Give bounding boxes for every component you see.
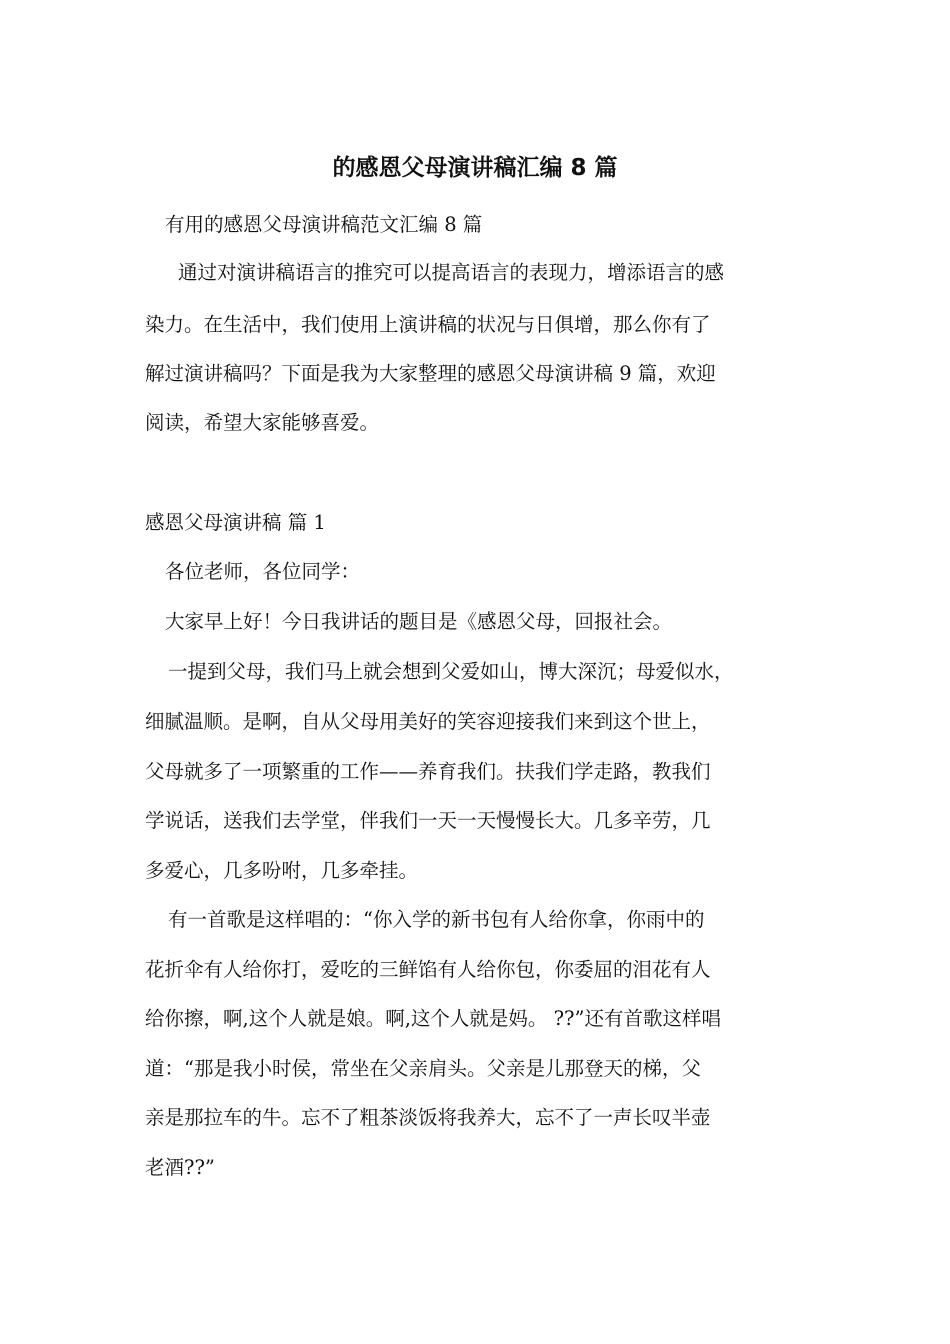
paragraph-line: 多爱心，几多吩咐，几多牵挂。: [145, 859, 419, 882]
document-title: 的感恩父母演讲稿汇编 8 篇: [332, 155, 618, 181]
paragraph-line: 学说话，送我们去学堂，伴我们一天一天慢慢长大。几多辛劳，几: [145, 809, 711, 832]
intro-line: 染力。在生活中，我们使用上演讲稿的状况与日俱增，那么你有了: [145, 313, 711, 336]
section-heading: 感恩父母演讲稿 篇 1: [145, 511, 326, 534]
paragraph-line: 有一首歌是这样唱的：“你入学的新书包有人给你拿，你雨中的: [168, 908, 705, 931]
intro-line: 通过对演讲稿语言的推究可以提高语言的表现力，增添语言的感: [178, 261, 725, 284]
document-subtitle: 有用的感恩父母演讲稿范文汇编 8 篇: [165, 213, 483, 236]
paragraph-line: 花折伞有人给你打，爱吃的三鲜馅有人给你包，你委屈的泪花有人: [145, 958, 711, 981]
greeting: 各位老师，各位同学：: [165, 560, 361, 583]
paragraph-line: 给你擦，啊,这个人就是娘。啊,这个人就是妈。 ??”还有首歌这样唱: [145, 1007, 721, 1030]
intro-line: 解过演讲稿吗？下面是我为大家整理的感恩父母演讲稿 9 篇，欢迎: [145, 362, 716, 385]
paragraph-line: 父母就多了一项繁重的工作——养育我们。扶我们学走路，教我们: [145, 760, 711, 783]
paragraph-line: 细腻温顺。是啊，自从父母用美好的笑容迎接我们来到这个世上，: [145, 710, 711, 733]
opening-line: 大家早上好！今日我讲话的题目是《感恩父母，回报社会。: [165, 610, 673, 633]
paragraph-line: 亲是那拉车的牛。忘不了粗茶淡饭将我养大，忘不了一声长叹半壶: [145, 1106, 711, 1129]
paragraph-line: 老酒??”: [145, 1156, 215, 1179]
intro-line: 阅读，希望大家能够喜爱。: [145, 411, 380, 434]
paragraph-line: 道：“那是我小时侯，常坐在父亲肩头。父亲是儿那登天的梯，父: [145, 1057, 701, 1080]
paragraph-line: 一提到父母，我们马上就会想到父爱如山，博大深沉；母爱似水，: [168, 660, 734, 683]
